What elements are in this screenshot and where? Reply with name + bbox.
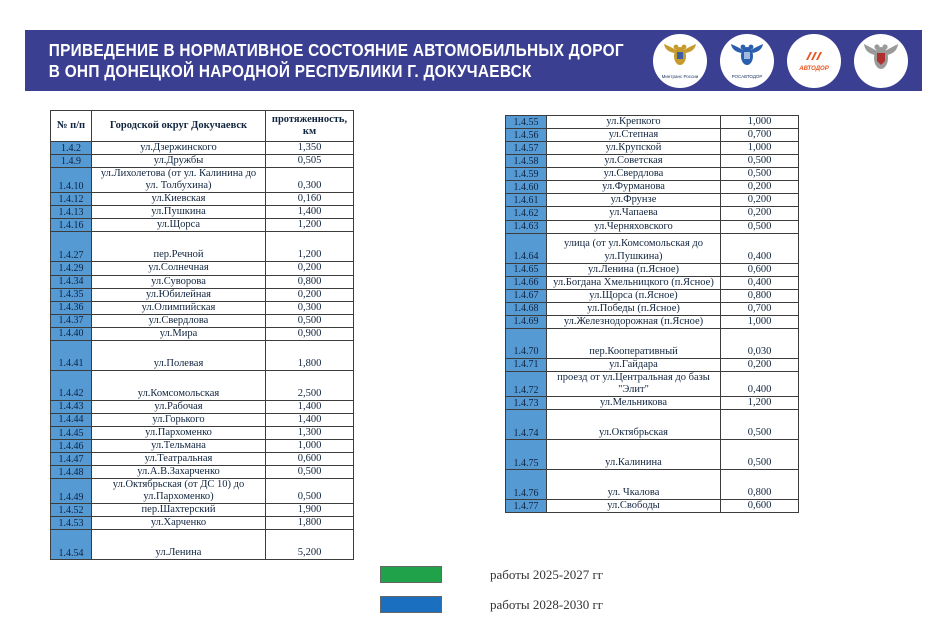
row-num: 1.4.10 — [51, 168, 92, 193]
row-length: 0,500 — [721, 410, 799, 440]
row-name: ул.Октябрьская (от ДС 10) до ул.Пархоменко) — [92, 479, 266, 504]
row-length: 1,300 — [266, 426, 354, 439]
row-num: 1.4.72 — [506, 371, 547, 396]
row-name: пер.Кооперативный — [547, 328, 721, 358]
row-name: ул.Фрунзе — [547, 194, 721, 207]
table-row — [51, 193, 354, 206]
row-num: 1.4.61 — [506, 194, 547, 207]
row-length: 1,400 — [266, 400, 354, 413]
row-name: ул.Черняховского — [547, 220, 721, 233]
row-num: 1.4.64 — [506, 233, 547, 263]
row-name: ул.Комсомольская — [92, 370, 266, 400]
row-name: ул.Гайдара — [547, 358, 721, 371]
table-row — [51, 466, 354, 479]
row-num: 1.4.47 — [51, 453, 92, 466]
legend-item-2025-2027 — [380, 566, 603, 583]
row-name: ул.Тельмана — [92, 440, 266, 453]
row-length: 0,900 — [266, 327, 354, 340]
table-row — [51, 370, 354, 400]
row-length: 1,000 — [266, 440, 354, 453]
row-num: 1.4.63 — [506, 220, 547, 233]
table-row — [51, 453, 354, 466]
row-name: ул.Дружбы — [92, 155, 266, 168]
table-row — [51, 206, 354, 219]
table-row — [51, 517, 354, 530]
row-length: 0,500 — [266, 314, 354, 327]
row-num: 1.4.71 — [506, 358, 547, 371]
row-length: 1,400 — [266, 413, 354, 426]
row-length: 1,400 — [266, 206, 354, 219]
row-name: ул.Свердлова — [547, 168, 721, 181]
row-name: ул.Олимпийская — [92, 301, 266, 314]
row-length: 0,600 — [721, 500, 799, 513]
row-name: ул.Ленина — [92, 530, 266, 560]
row-name: ул.Калинина — [547, 440, 721, 470]
legend — [380, 566, 603, 613]
row-length: 0,500 — [721, 155, 799, 168]
table-row — [51, 262, 354, 275]
table-row — [51, 504, 354, 517]
row-name: пер.Речной — [92, 232, 266, 262]
row-num: 1.4.69 — [506, 315, 547, 328]
row-name: ул.Октябрьская — [547, 410, 721, 440]
legend-label: работы 2028-2030 гг — [490, 596, 604, 612]
row-length: 1,000 — [721, 142, 799, 155]
row-length: 0,200 — [721, 181, 799, 194]
table-row — [506, 358, 799, 371]
row-num: 1.4.49 — [51, 479, 92, 504]
row-name: ул.А.В.Захарченко — [92, 466, 266, 479]
row-name: ул.Дзержинского — [92, 142, 266, 155]
rosavtodor-eagle-icon — [730, 43, 764, 74]
row-length: 0,500 — [721, 168, 799, 181]
row-num: 1.4.40 — [51, 327, 92, 340]
legend-swatch-blue — [380, 596, 442, 613]
col-header-length: протяженность, км — [266, 111, 354, 142]
row-length: 0,500 — [266, 466, 354, 479]
row-name: ул.Харченко — [92, 517, 266, 530]
row-num: 1.4.55 — [506, 116, 547, 129]
row-length: 0,400 — [721, 233, 799, 263]
row-name: ул.Киевская — [92, 193, 266, 206]
row-num: 1.4.29 — [51, 262, 92, 275]
row-length: 0,600 — [721, 263, 799, 276]
table-row — [51, 426, 354, 439]
table-row — [51, 288, 354, 301]
row-num: 1.4.54 — [51, 530, 92, 560]
row-num: 1.4.73 — [506, 397, 547, 410]
title-line-2: В ОНП ДОНЕЦКОЙ НАРОДНОЙ РЕСПУБЛИКИ Г. ДОКУЧАЕВСК — [48, 60, 532, 81]
row-length: 1,350 — [266, 142, 354, 155]
row-name: ул.Свободы — [547, 500, 721, 513]
row-name: ул.Богдана Хмельницкого (п.Ясное) — [547, 276, 721, 289]
row-num: 1.4.48 — [51, 466, 92, 479]
row-name: ул.Мельникова — [547, 397, 721, 410]
mintrans-eagle-icon — [663, 43, 697, 74]
table-row — [51, 301, 354, 314]
dnr-emblem-icon — [863, 41, 899, 80]
dnr-emblem — [854, 34, 908, 88]
table-row — [51, 275, 354, 288]
row-length: 1,200 — [721, 397, 799, 410]
row-name: ул.Ленина (п.Ясное) — [547, 263, 721, 276]
row-num: 1.4.59 — [506, 168, 547, 181]
legend-item-2028-2030 — [380, 596, 603, 613]
rosavtodor-logo-caption: РОСАВТОДОР — [731, 73, 763, 79]
table-row — [506, 155, 799, 168]
row-num: 1.4.42 — [51, 370, 92, 400]
row-length: 1,200 — [266, 219, 354, 232]
table-header-row — [51, 111, 354, 142]
row-name: ул.Щорса — [92, 219, 266, 232]
table-row — [506, 302, 799, 315]
row-name: ул.Крепкого — [547, 116, 721, 129]
row-length: 0,200 — [721, 207, 799, 220]
row-length: 0,200 — [721, 358, 799, 371]
row-length: 1,800 — [266, 517, 354, 530]
row-name: улица (от ул.Комсомольская до ул.Пушкина) — [547, 233, 721, 263]
table-row — [51, 413, 354, 426]
row-num: 1.4.12 — [51, 193, 92, 206]
row-length: 0,200 — [721, 194, 799, 207]
col-header-name: Городской округ Докучаевск — [92, 111, 266, 142]
table-row — [506, 289, 799, 302]
table-row — [506, 440, 799, 470]
col-header-num: № п/п — [51, 111, 92, 142]
page-title — [25, 40, 624, 82]
row-name: проезд от ул.Центральная до базы "Элит" — [547, 371, 721, 396]
table-row — [506, 142, 799, 155]
row-num: 1.4.62 — [506, 207, 547, 220]
row-length: 0,700 — [721, 129, 799, 142]
row-length: 1,000 — [721, 315, 799, 328]
row-length: 0,160 — [266, 193, 354, 206]
row-name: ул.Солнечная — [92, 262, 266, 275]
row-num: 1.4.43 — [51, 400, 92, 413]
table-row — [506, 371, 799, 396]
logo-strip — [653, 33, 908, 88]
avtodor-logo — [787, 34, 841, 88]
table-row — [51, 155, 354, 168]
table-row — [506, 315, 799, 328]
table-row — [506, 397, 799, 410]
table-row — [506, 181, 799, 194]
row-name: ул.Театральная — [92, 453, 266, 466]
row-length: 0,505 — [266, 155, 354, 168]
row-length: 0,030 — [721, 328, 799, 358]
row-name: ул.Советская — [547, 155, 721, 168]
row-name: ул.Лихолетова (от ул. Калинина до ул. Толбухина) — [92, 168, 266, 193]
row-num: 1.4.46 — [51, 440, 92, 453]
row-name: ул.Пархоменко — [92, 426, 266, 439]
row-name: ул.Чапаева — [547, 207, 721, 220]
row-name: ул.Крупской — [547, 142, 721, 155]
row-length: 0,400 — [721, 276, 799, 289]
row-num: 1.4.53 — [51, 517, 92, 530]
title-line-1: ПРИВЕДЕНИЕ В НОРМАТИВНОЕ СОСТОЯНИЕ АВТОМОБИЛЬНЫХ ДОРОГ — [48, 39, 624, 60]
mintrans-logo-caption: Минтранс России — [661, 73, 699, 79]
row-name: ул.Рабочая — [92, 400, 266, 413]
row-num: 1.4.16 — [51, 219, 92, 232]
table-row — [506, 410, 799, 440]
row-length: 0,200 — [266, 262, 354, 275]
row-length: 1,000 — [721, 116, 799, 129]
table-row — [51, 219, 354, 232]
row-num: 1.4.70 — [506, 328, 547, 358]
row-num: 1.4.74 — [506, 410, 547, 440]
row-name: ул.Фурманова — [547, 181, 721, 194]
row-num: 1.4.27 — [51, 232, 92, 262]
table-row — [51, 232, 354, 262]
row-length: 0,200 — [266, 288, 354, 301]
row-num: 1.4.37 — [51, 314, 92, 327]
roads-table-right — [505, 115, 799, 513]
table-row — [506, 470, 799, 500]
row-name: ул.Железнодорожная (п.Ясное) — [547, 315, 721, 328]
table-row — [506, 328, 799, 358]
header-bar — [25, 30, 922, 91]
row-length: 1,900 — [266, 504, 354, 517]
row-length: 0,800 — [721, 289, 799, 302]
row-num: 1.4.35 — [51, 288, 92, 301]
row-name: ул.Победы (п.Ясное) — [547, 302, 721, 315]
row-length: 0,600 — [266, 453, 354, 466]
avtodor-logo-caption: АВТОДОР — [799, 66, 829, 72]
row-num: 1.4.68 — [506, 302, 547, 315]
table-row — [506, 233, 799, 263]
row-length: 2,500 — [266, 370, 354, 400]
table-row — [51, 400, 354, 413]
row-num: 1.4.13 — [51, 206, 92, 219]
row-name: ул.Мира — [92, 327, 266, 340]
row-length: 0,500 — [721, 440, 799, 470]
roads-table-right-body — [506, 116, 799, 513]
roads-table-left-body — [51, 142, 354, 560]
row-num: 1.4.66 — [506, 276, 547, 289]
mintrans-logo — [653, 34, 707, 88]
rosavtodor-logo — [720, 34, 774, 88]
row-num: 1.4.44 — [51, 413, 92, 426]
row-num: 1.4.2 — [51, 142, 92, 155]
row-length: 0,500 — [721, 220, 799, 233]
row-length: 0,800 — [266, 275, 354, 288]
row-name: ул.Степная — [547, 129, 721, 142]
row-num: 1.4.41 — [51, 340, 92, 370]
table-row — [51, 479, 354, 504]
row-length: 0,500 — [266, 479, 354, 504]
row-num: 1.4.76 — [506, 470, 547, 500]
row-num: 1.4.56 — [506, 129, 547, 142]
table-row — [51, 142, 354, 155]
row-num: 1.4.65 — [506, 263, 547, 276]
table-row — [51, 440, 354, 453]
row-num: 1.4.52 — [51, 504, 92, 517]
row-name: ул.Суворова — [92, 275, 266, 288]
row-name: ул.Пушкина — [92, 206, 266, 219]
row-length: 1,800 — [266, 340, 354, 370]
row-num: 1.4.75 — [506, 440, 547, 470]
table-row — [51, 327, 354, 340]
table-row — [506, 276, 799, 289]
row-length: 0,300 — [266, 301, 354, 314]
table-row — [506, 207, 799, 220]
table-row — [506, 220, 799, 233]
legend-swatch-green — [380, 566, 442, 583]
row-num: 1.4.34 — [51, 275, 92, 288]
table-row — [51, 340, 354, 370]
row-length: 0,400 — [721, 371, 799, 396]
avtodor-logo-icon — [806, 49, 822, 67]
roads-table-left — [50, 110, 354, 560]
table-row — [506, 263, 799, 276]
row-length: 5,200 — [266, 530, 354, 560]
row-length: 1,200 — [266, 232, 354, 262]
row-num: 1.4.58 — [506, 155, 547, 168]
row-num: 1.4.57 — [506, 142, 547, 155]
row-length: 0,700 — [721, 302, 799, 315]
row-num: 1.4.60 — [506, 181, 547, 194]
table-row — [506, 168, 799, 181]
row-name: ул.Полевая — [92, 340, 266, 370]
row-num: 1.4.67 — [506, 289, 547, 302]
row-length: 0,300 — [266, 168, 354, 193]
row-num: 1.4.45 — [51, 426, 92, 439]
row-name: ул. Чкалова — [547, 470, 721, 500]
row-name: ул.Горького — [92, 413, 266, 426]
row-name: ул.Щорса (п.Ясное) — [547, 289, 721, 302]
table-row — [51, 530, 354, 560]
row-name: пер.Шахтерский — [92, 504, 266, 517]
table-row — [51, 314, 354, 327]
row-name: ул.Свердлова — [92, 314, 266, 327]
table-row — [51, 168, 354, 193]
table-row — [506, 194, 799, 207]
row-name: ул.Юбилейная — [92, 288, 266, 301]
row-num: 1.4.77 — [506, 500, 547, 513]
table-row — [506, 500, 799, 513]
row-length: 0,800 — [721, 470, 799, 500]
row-num: 1.4.9 — [51, 155, 92, 168]
row-num: 1.4.36 — [51, 301, 92, 314]
table-row — [506, 129, 799, 142]
legend-label: работы 2025-2027 гг — [490, 566, 604, 582]
table-row — [506, 116, 799, 129]
